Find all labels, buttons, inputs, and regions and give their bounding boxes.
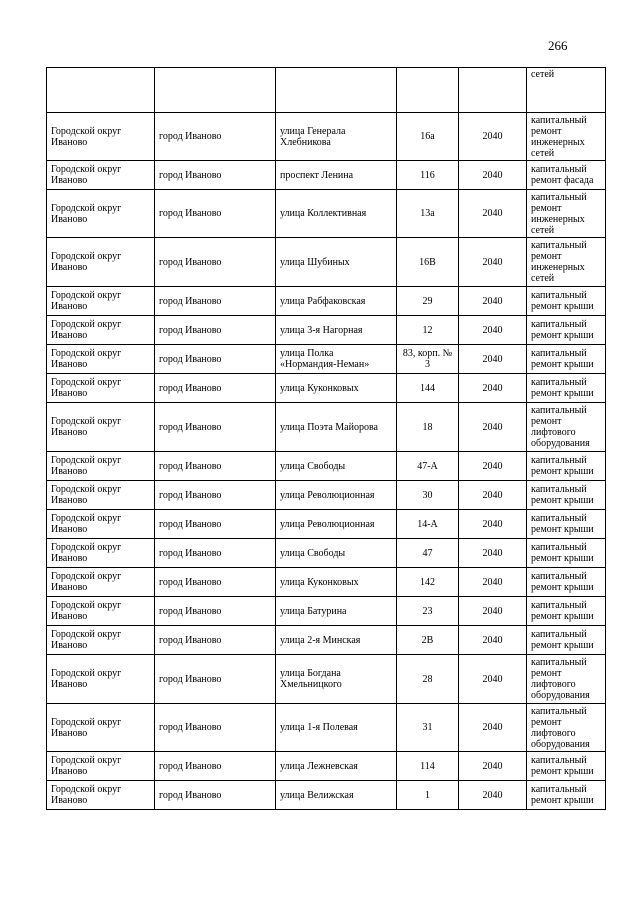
cell-city: город Иваново (155, 539, 276, 568)
cell-year: 2040 (459, 374, 527, 403)
cell-city: город Иваново (155, 403, 276, 452)
table-row (47, 68, 606, 113)
table-row (47, 655, 606, 704)
cell-district: Городской округ Иваново (47, 190, 155, 238)
cell-street: улица Полка «Нормандия-Неман» (276, 345, 397, 374)
table-row (47, 190, 606, 238)
table-row (47, 510, 606, 539)
cell-year: 2040 (459, 345, 527, 374)
table-row (47, 568, 606, 597)
cell-district: Городской округ Иваново (47, 287, 155, 316)
cell-house: 29 (397, 287, 459, 316)
cell-work: капитальный ремонт крыши (527, 539, 606, 568)
table-row (47, 374, 606, 403)
table-row (47, 345, 606, 374)
cell-city: город Иваново (155, 161, 276, 190)
cell-house: 18 (397, 403, 459, 452)
cell-city: город Иваново (155, 345, 276, 374)
cell-house: 30 (397, 481, 459, 510)
cell-house: 14-А (397, 510, 459, 539)
cell-house: 1 (397, 781, 459, 810)
cell-house: 16а (397, 113, 459, 161)
cell-district: Городской округ Иваново (47, 238, 155, 287)
cell-district: Городской округ Иваново (47, 568, 155, 597)
cell-work: капитальный ремонт фасада (527, 161, 606, 190)
cell-street: улица Революционная (276, 481, 397, 510)
cell-district: Городской округ Иваново (47, 161, 155, 190)
cell-district: Городской округ Иваново (47, 374, 155, 403)
cell-district: Городской округ Иваново (47, 113, 155, 161)
table-body (47, 68, 606, 810)
cell-year: 2040 (459, 113, 527, 161)
cell-year: 2040 (459, 316, 527, 345)
cell-year: 2040 (459, 781, 527, 810)
cell-work: капитальный ремонт крыши (527, 568, 606, 597)
cell-work: капитальный ремонт инженерных сетей (527, 238, 606, 287)
cell-house: 16В (397, 238, 459, 287)
table-row (47, 452, 606, 481)
cell-city: город Иваново (155, 481, 276, 510)
cell-street: улица Батурина (276, 597, 397, 626)
cell-district: Городской округ Иваново (47, 752, 155, 781)
cell-street: улица Свободы (276, 452, 397, 481)
cell-house: 13а (397, 190, 459, 238)
table-row (47, 161, 606, 190)
cell-house: 28 (397, 655, 459, 704)
cell-street: улица 2-я Минская (276, 626, 397, 655)
cell-city: город Иваново (155, 752, 276, 781)
cell-district: Городской округ Иваново (47, 539, 155, 568)
cell-year (459, 68, 527, 113)
cell-city: город Иваново (155, 190, 276, 238)
cell-city: город Иваново (155, 510, 276, 539)
table-row (47, 238, 606, 287)
cell-year: 2040 (459, 597, 527, 626)
cell-house: 12 (397, 316, 459, 345)
cell-house: 142 (397, 568, 459, 597)
cell-district: Городской округ Иваново (47, 704, 155, 752)
cell-district: Городской округ Иваново (47, 655, 155, 704)
cell-street: улица Лежневская (276, 752, 397, 781)
table-row (47, 704, 606, 752)
cell-year: 2040 (459, 403, 527, 452)
cell-district: Городской округ Иваново (47, 626, 155, 655)
cell-district: Городской округ Иваново (47, 781, 155, 810)
cell-house: 144 (397, 374, 459, 403)
cell-house: 114 (397, 752, 459, 781)
cell-city: город Иваново (155, 568, 276, 597)
cell-street: улица Генерала Хлебникова (276, 113, 397, 161)
cell-city: город Иваново (155, 655, 276, 704)
table-row (47, 752, 606, 781)
cell-work: капитальный ремонт лифтового оборудования (527, 403, 606, 452)
cell-work: капитальный ремонт крыши (527, 597, 606, 626)
cell-work: капитальный ремонт лифтового оборудования (527, 655, 606, 704)
cell-house: 116 (397, 161, 459, 190)
cell-work: капитальный ремонт крыши (527, 510, 606, 539)
table-row (47, 781, 606, 810)
cell-street: улица Куконковых (276, 568, 397, 597)
cell-house (397, 68, 459, 113)
cell-work: капитальный ремонт крыши (527, 752, 606, 781)
table-row (47, 316, 606, 345)
cell-city: город Иваново (155, 374, 276, 403)
cell-city: город Иваново (155, 238, 276, 287)
cell-year: 2040 (459, 704, 527, 752)
cell-year: 2040 (459, 238, 527, 287)
cell-work: капитальный ремонт крыши (527, 287, 606, 316)
cell-year: 2040 (459, 287, 527, 316)
table-row (47, 539, 606, 568)
cell-work: сетей (527, 68, 606, 113)
cell-city: город Иваново (155, 626, 276, 655)
cell-district: Городской округ Иваново (47, 510, 155, 539)
cell-city (155, 68, 276, 113)
cell-work: капитальный ремонт крыши (527, 452, 606, 481)
cell-house: 2В (397, 626, 459, 655)
cell-street: улица Коллективная (276, 190, 397, 238)
table-row (47, 597, 606, 626)
cell-year: 2040 (459, 539, 527, 568)
cell-street: улица 1-я Полевая (276, 704, 397, 752)
cell-street (276, 68, 397, 113)
cell-street: улица 3-я Нагорная (276, 316, 397, 345)
cell-district: Городской округ Иваново (47, 345, 155, 374)
cell-district: Городской округ Иваново (47, 452, 155, 481)
cell-work: капитальный ремонт крыши (527, 481, 606, 510)
table-row (47, 481, 606, 510)
cell-city: город Иваново (155, 597, 276, 626)
cell-district: Городской округ Иваново (47, 597, 155, 626)
table-row (47, 403, 606, 452)
cell-city: город Иваново (155, 781, 276, 810)
cell-street: улица Поэта Майорова (276, 403, 397, 452)
cell-year: 2040 (459, 626, 527, 655)
table-row (47, 113, 606, 161)
cell-house: 47-А (397, 452, 459, 481)
cell-district: Городской округ Иваново (47, 481, 155, 510)
cell-city: город Иваново (155, 287, 276, 316)
cell-street: проспект Ленина (276, 161, 397, 190)
cell-house: 31 (397, 704, 459, 752)
cell-year: 2040 (459, 481, 527, 510)
repair-schedule-table (46, 67, 606, 810)
cell-city: город Иваново (155, 704, 276, 752)
cell-street: улица Шубиных (276, 238, 397, 287)
cell-street: улица Свободы (276, 539, 397, 568)
cell-work: капитальный ремонт инженерных сетей (527, 190, 606, 238)
cell-work: капитальный ремонт крыши (527, 316, 606, 345)
cell-work: капитальный ремонт инженерных сетей (527, 113, 606, 161)
cell-city: город Иваново (155, 452, 276, 481)
cell-district: Городской округ Иваново (47, 316, 155, 345)
cell-work: капитальный ремонт лифтового оборудования (527, 704, 606, 752)
cell-district: Городской округ Иваново (47, 403, 155, 452)
cell-work: капитальный ремонт крыши (527, 626, 606, 655)
cell-street: улица Богдана Хмельницкого (276, 655, 397, 704)
cell-year: 2040 (459, 161, 527, 190)
cell-district (47, 68, 155, 113)
cell-year: 2040 (459, 190, 527, 238)
table-row (47, 626, 606, 655)
cell-year: 2040 (459, 568, 527, 597)
cell-year: 2040 (459, 510, 527, 539)
cell-city: город Иваново (155, 113, 276, 161)
page-number: 266 (548, 38, 568, 53)
cell-house: 47 (397, 539, 459, 568)
cell-work: капитальный ремонт крыши (527, 374, 606, 403)
cell-year: 2040 (459, 752, 527, 781)
cell-city: город Иваново (155, 316, 276, 345)
cell-house: 23 (397, 597, 459, 626)
cell-street: улица Рабфаковская (276, 287, 397, 316)
cell-year: 2040 (459, 655, 527, 704)
cell-house: 83, корп. № 3 (397, 345, 459, 374)
cell-street: улица Революционная (276, 510, 397, 539)
cell-street: улица Велижская (276, 781, 397, 810)
cell-work: капитальный ремонт крыши (527, 345, 606, 374)
cell-work: капитальный ремонт крыши (527, 781, 606, 810)
table-row (47, 287, 606, 316)
cell-year: 2040 (459, 452, 527, 481)
cell-street: улица Куконковых (276, 374, 397, 403)
